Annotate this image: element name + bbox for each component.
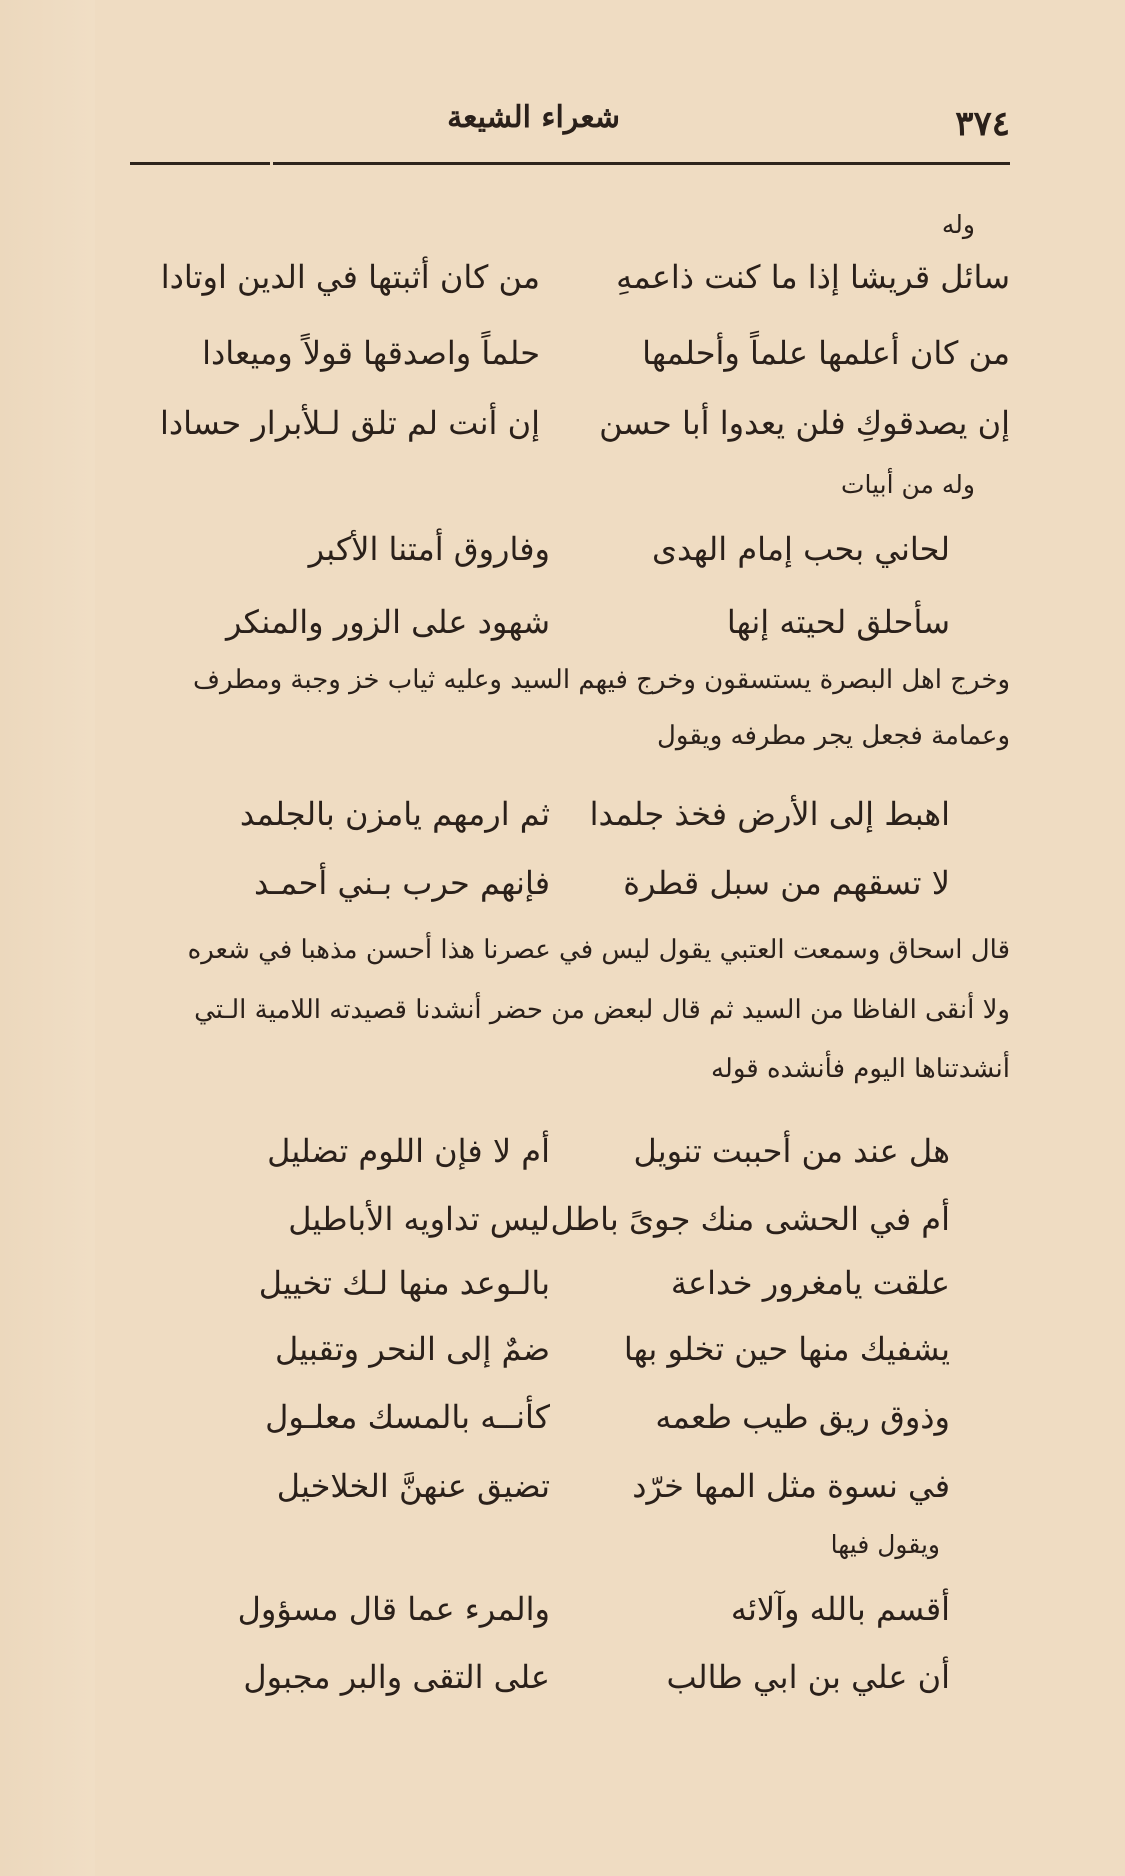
verse-first-hemistich: سائل قريشا إذا ما كنت ذاعمهِ bbox=[616, 258, 1010, 296]
prose-line: ولا أنقى الفاظا من السيد ثم قال لبعض من حضر أنشدنا قصيدته اللامية الـتي bbox=[194, 995, 1010, 1025]
verse-first-hemistich: سأحلق لحيته إنها bbox=[726, 603, 950, 641]
verse-first-hemistich: من كان أعلمها علماً وأحلمها bbox=[642, 334, 1010, 372]
verse-first-hemistich: أقسم بالله وآلائه bbox=[730, 1590, 950, 1628]
verse-line bbox=[130, 1330, 950, 1374]
verse-line bbox=[130, 603, 950, 647]
verse-first-hemistich: إن يصدقوكِ فلن يعدوا أبا حسن bbox=[599, 404, 1010, 442]
verse-second-hemistich: ضمٌ إلى النحر وتقبيل bbox=[275, 1330, 550, 1368]
verse-second-hemistich: تضيق عنهنَّ الخلاخيل bbox=[276, 1467, 550, 1505]
header-rule-gap bbox=[270, 162, 273, 168]
verse-second-hemistich: إن أنت لم تلق لـلأبرار حسادا bbox=[159, 404, 540, 442]
verse-second-hemistich: ثم ارمهم يامزن بالجلمد bbox=[239, 795, 550, 833]
verse-line bbox=[130, 1658, 950, 1702]
heading-wa-lahu: وله bbox=[941, 210, 975, 239]
verse-second-hemistich: وفاروق أمتنا الأكبر bbox=[308, 530, 550, 568]
verse-first-hemistich: أن علي بن ابي طالب bbox=[666, 1658, 950, 1696]
verse-first-hemistich: لا تسقهم من سبل قطرة bbox=[623, 864, 950, 902]
verse-first-hemistich: وذوق ريق طيب طعمه bbox=[655, 1398, 950, 1436]
verse-line bbox=[130, 795, 950, 839]
verse-line bbox=[130, 1200, 950, 1244]
verse-second-hemistich: شهود على الزور والمنكر bbox=[226, 603, 550, 641]
verse-second-hemistich: ليس تداويه الأباطيل bbox=[288, 1200, 550, 1238]
verse-second-hemistich: كأنــه بالمسك معلـول bbox=[265, 1398, 550, 1436]
heading-wa-lahu-min-abyat: وله من أبيات bbox=[840, 470, 975, 499]
verse-first-hemistich: لحاني بحب إمام الهدى bbox=[651, 530, 950, 568]
header-rule bbox=[130, 162, 1010, 165]
verse-second-hemistich: من كان أثبتها في الدين اوتادا bbox=[160, 258, 540, 296]
verse-second-hemistich: والمرء عما قال مسؤول bbox=[237, 1590, 550, 1628]
page-margin bbox=[0, 0, 95, 1876]
verse-line bbox=[130, 1132, 950, 1176]
verse-line bbox=[130, 530, 950, 574]
verse-first-hemistich: أم في الحشى منك جوىً باطل bbox=[550, 1200, 950, 1238]
verse-line bbox=[130, 864, 950, 908]
verse-line bbox=[130, 334, 1010, 378]
prose-line: أنشدتناها اليوم فأنشده قوله bbox=[710, 1054, 1010, 1084]
verse-second-hemistich: على التقى والبر مجبول bbox=[243, 1658, 550, 1696]
verse-line bbox=[130, 1398, 950, 1442]
verse-first-hemistich: اهبط إلى الأرض فخذ جلمدا bbox=[589, 795, 950, 833]
verse-second-hemistich: حلماً واصدقها قولاً وميعادا bbox=[202, 334, 540, 372]
verse-line bbox=[130, 1590, 950, 1634]
running-title: شعراء الشيعة bbox=[447, 100, 620, 135]
verse-first-hemistich: علقت يامغرور خداعة bbox=[670, 1264, 950, 1302]
page-number: ٣٧٤ bbox=[955, 104, 1010, 144]
verse-first-hemistich: يشفيك منها حين تخلو بها bbox=[623, 1330, 950, 1368]
verse-first-hemistich: في نسوة مثل المها خرّد bbox=[632, 1467, 950, 1505]
prose-line: وخرج اهل البصرة يستسقون وخرج فيهم السيد وعليه ثياب خز وجبة ومطرف bbox=[193, 665, 1010, 695]
prose-line: وعمامة فجعل يجر مطرفه ويقول bbox=[657, 721, 1010, 751]
page-header bbox=[130, 100, 1010, 160]
verse-line bbox=[130, 258, 1010, 302]
heading-wa-yaqulu-fiha: ويقول فيها bbox=[830, 1530, 940, 1559]
verse-line bbox=[130, 1467, 950, 1511]
verse-line bbox=[130, 1264, 950, 1308]
prose-line: قال اسحاق وسمعت العتبي يقول ليس في عصرنا هذا أحسن مذهبا في شعره bbox=[187, 935, 1010, 965]
verse-second-hemistich: فإنهم حرب بـني أحمـد bbox=[253, 864, 550, 902]
verse-line bbox=[130, 404, 1010, 448]
verse-first-hemistich: هل عند من أحببت تنويل bbox=[633, 1132, 950, 1170]
verse-second-hemistich: أم لا فإن اللوم تضليل bbox=[267, 1132, 550, 1170]
verse-second-hemistich: بالـوعد منها لـك تخييل bbox=[258, 1264, 550, 1302]
